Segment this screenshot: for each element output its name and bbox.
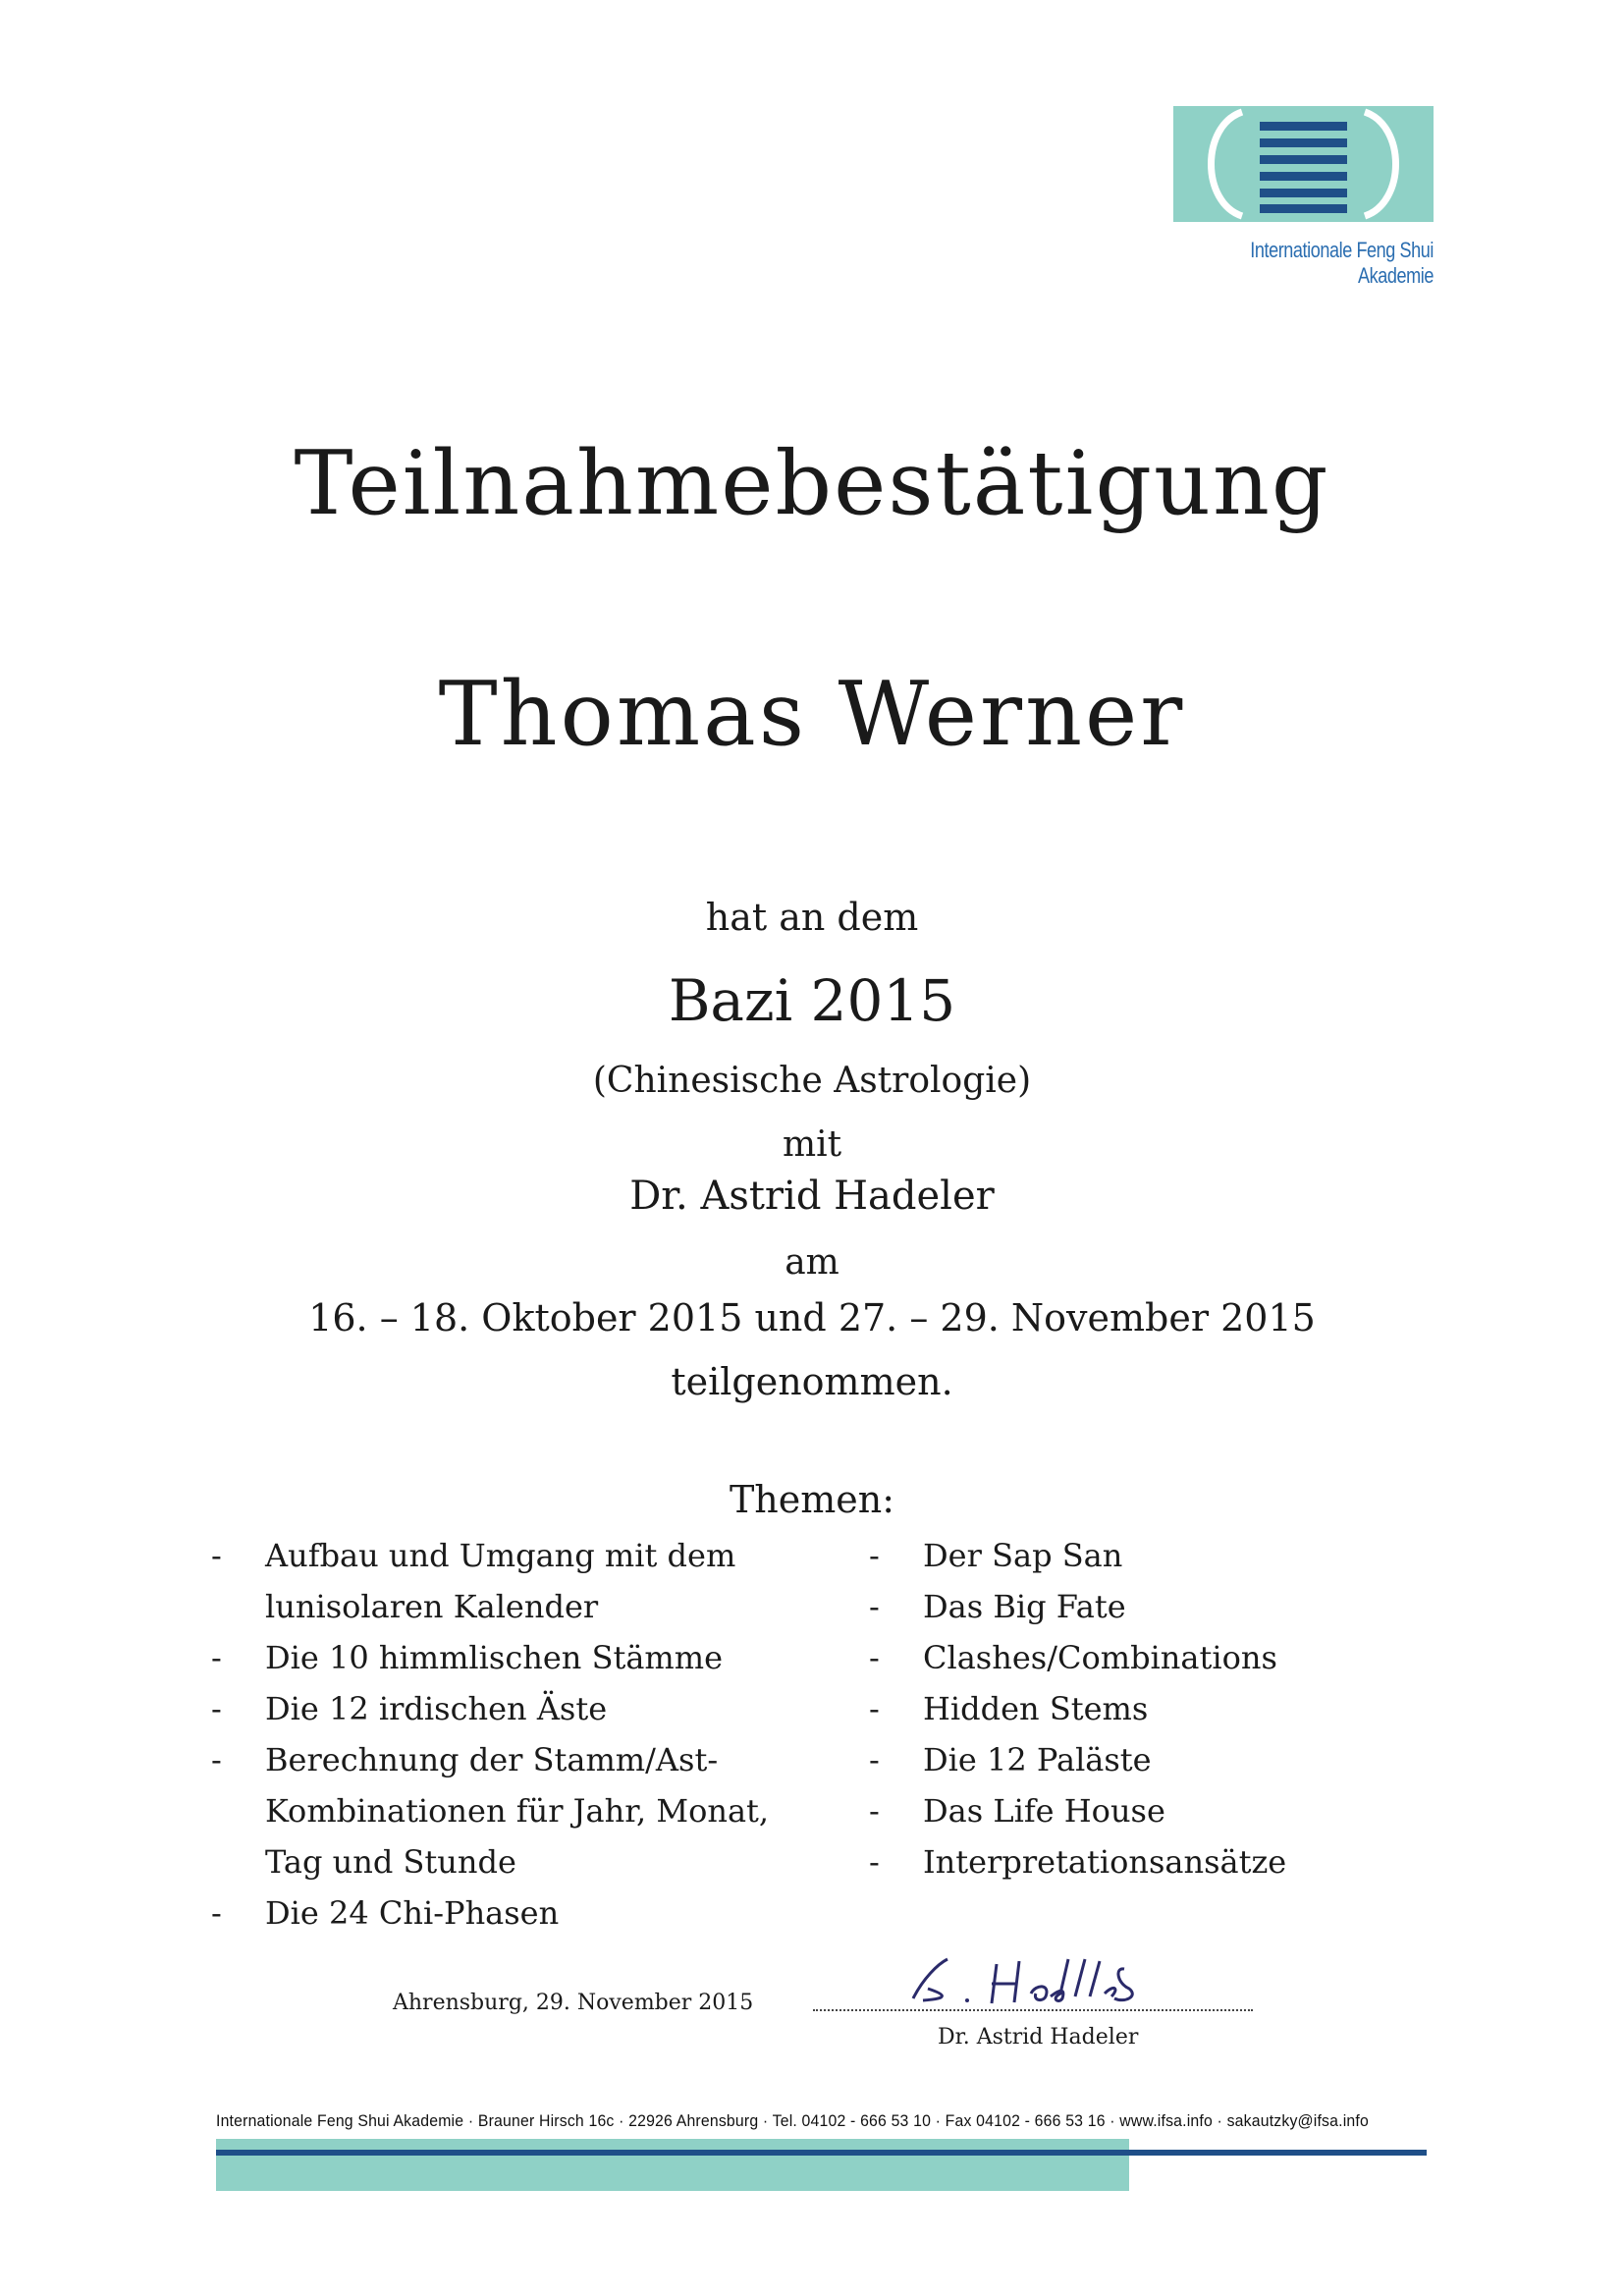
topic-text: Die 12 Paläste (923, 1741, 1152, 1778)
dash-bullet: - (869, 1537, 880, 1574)
dash-bullet: - (211, 1741, 222, 1778)
topic-text: Interpretationsansätze (923, 1843, 1287, 1881)
list-item (211, 1683, 800, 1734)
dash-bullet: - (211, 1894, 222, 1932)
footer-bar-teal (216, 2139, 1129, 2191)
course-subtitle: (Chinesische Astrologie) (592, 1061, 1032, 1101)
topic-text: Die 10 himmlischen Stämme (265, 1639, 724, 1676)
dash-bullet: - (869, 1792, 880, 1830)
topic-text: Die 24 Chi-Phasen (265, 1894, 560, 1932)
hexagram-logo-icon (1173, 106, 1434, 222)
list-item (869, 1734, 1360, 1785)
dash-bullet: - (869, 1588, 880, 1625)
list-item (211, 1887, 800, 1939)
topic-text: Die 12 irdischen Äste (265, 1690, 608, 1727)
course-dates: 16. – 18. Oktober 2015 und 27. – 29. November 2015 (308, 1296, 1316, 1339)
list-item (869, 1683, 1360, 1734)
list-item (211, 1734, 800, 1887)
list-item (869, 1785, 1360, 1836)
course-title: Bazi 2015 (668, 967, 956, 1034)
participated-text: teilgenommen. (671, 1360, 953, 1403)
dash-bullet: - (211, 1639, 222, 1676)
signatory-name: Dr. Astrid Hadeler (938, 2025, 1139, 2050)
certificate-title: Teilnahmebestätigung (294, 432, 1330, 535)
at-label: am (785, 1242, 839, 1283)
topics-heading: Themen: (729, 1478, 895, 1521)
with-label: mit (782, 1124, 842, 1165)
footer-bar-navy (216, 2150, 1427, 2156)
topic-text: Hidden Stems (923, 1690, 1149, 1727)
topics-right-list (869, 1530, 1360, 1887)
topic-text: Das Life House (923, 1792, 1165, 1830)
place-and-date: Ahrensburg, 29. November 2015 (393, 1991, 754, 2015)
dash-bullet: - (211, 1537, 222, 1574)
topic-text: Der Sap San (923, 1537, 1123, 1574)
list-item (211, 1530, 800, 1632)
dash-bullet: - (869, 1843, 880, 1881)
topic-text: Aufbau und Umgang mit dem lunisolaren Kalender (265, 1537, 736, 1625)
dash-bullet: - (869, 1741, 880, 1778)
list-item (869, 1836, 1360, 1887)
academy-logo (1173, 106, 1434, 288)
list-item (211, 1632, 800, 1683)
topic-text: Das Big Fate (923, 1588, 1126, 1625)
list-item (869, 1530, 1360, 1581)
list-item (869, 1581, 1360, 1632)
list-item (869, 1632, 1360, 1683)
teacher-name: Dr. Astrid Hadeler (629, 1174, 995, 1219)
logo-caption: Internationale Feng Shui Akademie (1250, 238, 1434, 288)
topic-text: Clashes/Combinations (923, 1639, 1277, 1676)
dash-bullet: - (869, 1639, 880, 1676)
signature-line (813, 2009, 1253, 2011)
topics-left-list (211, 1530, 800, 1939)
participant-name: Thomas Werner (438, 663, 1186, 766)
dash-bullet: - (869, 1690, 880, 1727)
intro-text: hat an dem (705, 896, 919, 939)
footer-contact: Internationale Feng Shui Akademie · Brauner Hirsch 16c · 22926 Ahrensburg · Tel. 04102 - 666 53 10 · Fax 04102 - 666 53 16 · www.ifsa.info · sakautzky@ifsa.info (216, 2111, 1369, 2130)
dash-bullet: - (211, 1690, 222, 1727)
handwritten-signature (893, 1940, 1208, 2018)
topic-text: Berechnung der Stamm/Ast-Kombinationen für Jahr, Monat, Tag und Stunde (265, 1741, 770, 1881)
